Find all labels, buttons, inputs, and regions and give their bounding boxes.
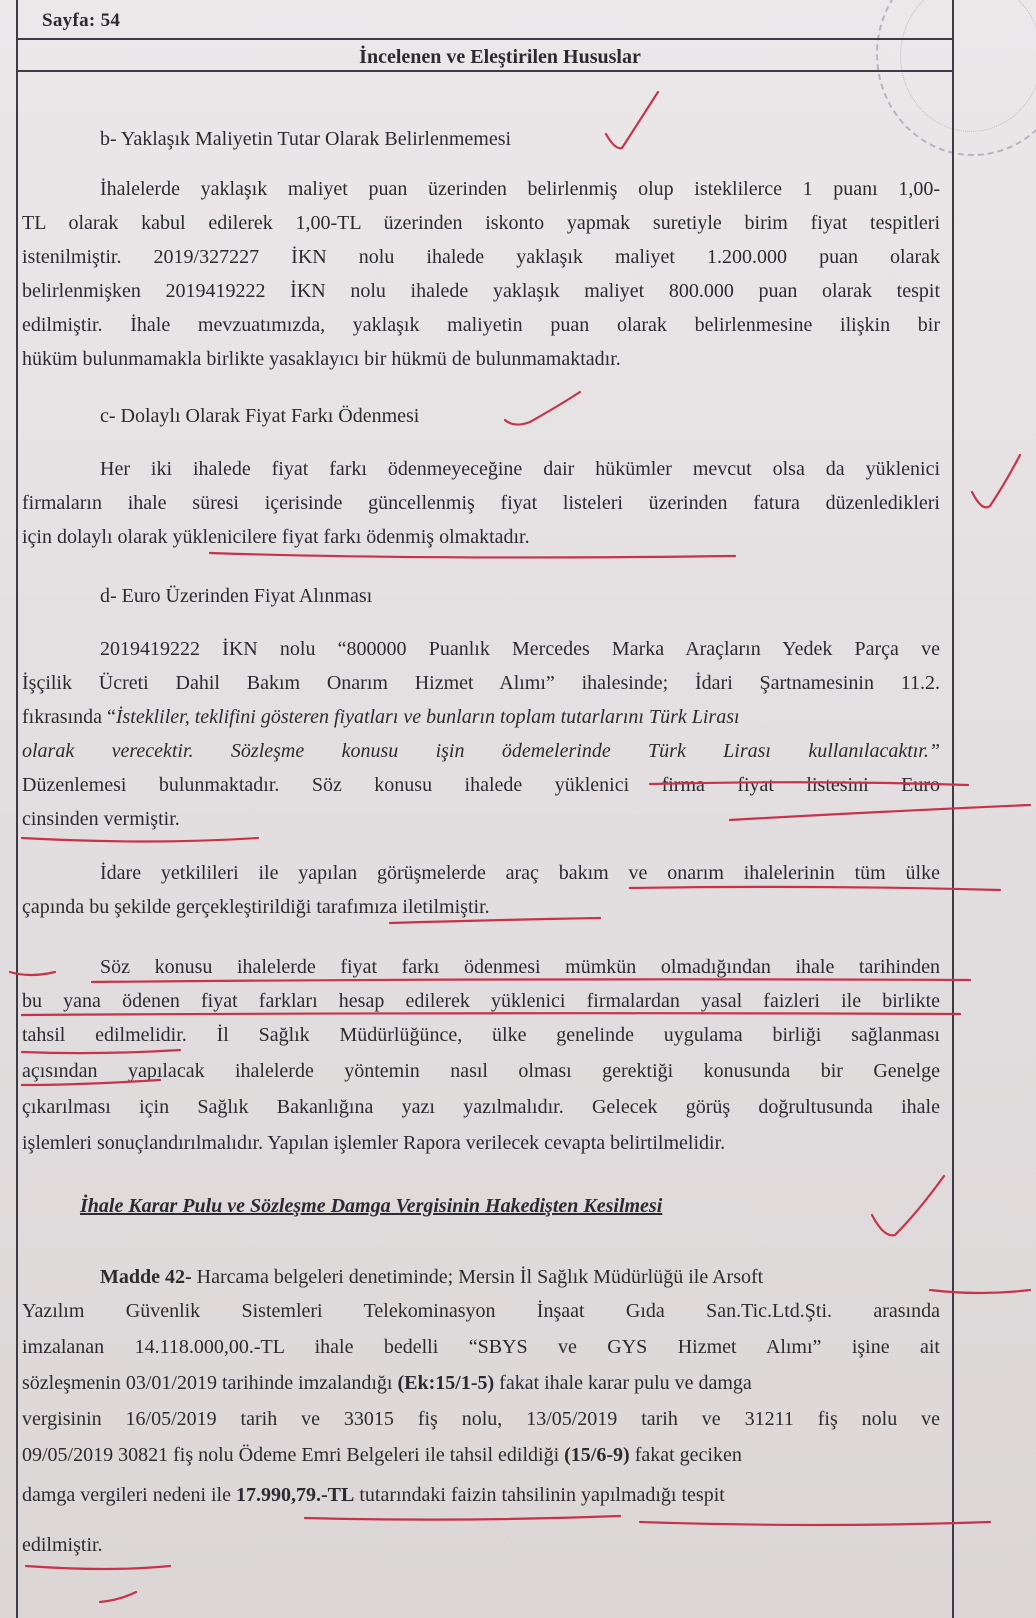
section-c-heading: c- Dolaylı Olarak Fiyat Farkı Ödenmesi — [100, 405, 420, 427]
section-d-quote-2: olarak verecektir. Sözleşme konusu işin ödemelerinde Türk Lirası kullanılacaktır.” — [22, 740, 940, 762]
section-ihale-line-6 — [22, 1444, 940, 1467]
section-d-line-1: 2019419222 İKN nolu “800000 Puanlık Mercedes Marka Araçların Yedek Parça ve — [100, 638, 940, 660]
section-d-line-3 — [22, 706, 940, 729]
section-ihale-heading: İhale Karar Pulu ve Sözleşme Damga Vergisinin Hakedişten Kesilmesi — [80, 1195, 663, 1217]
section-d-line-2: İşçilik Ücreti Dahil Bakım Onarım Hizmet Alımı” ihalesinde; İdari Şartnamesinin 11.2. — [22, 672, 940, 694]
header-rule-top — [16, 38, 952, 40]
section-ihale-line-1-text: Harcama belgeleri denetiminde; Mersin İl Sağlık Müdürlüğü ile Arsoft — [191, 1266, 764, 1288]
section-c-line-3: için dolaylı olarak yüklenicilere fiyat farkı ödenmiş olmaktadır. — [22, 526, 530, 548]
section-b-line-2: TL olarak kabul edilerek 1,00-TL üzerinden iskonto yapmak suretiyle birim fiyat tespitleri — [22, 212, 940, 234]
section-ihale-line-8: edilmiştir. — [22, 1534, 103, 1556]
section-ihale-line-2: Yazılım Güvenlik Sistemleri Telekominasyon İnşaat Gıda San.Tic.Ltd.Şti. arasında — [22, 1300, 940, 1322]
madde-label: Madde 42- — [100, 1266, 192, 1288]
section-b-line-5: edilmiştir. İhale mevzuatımızda, yaklaşık maliyetin puan olarak belirlenmesine ilişkin bir — [22, 314, 940, 336]
section-b-line-3: istenilmiştir. 2019/327227 İKN nolu ihalede yaklaşık maliyet 1.200.000 puan olarak — [22, 246, 940, 268]
checkmark-icon — [972, 455, 1020, 507]
section-b-line-6: hüküm bulunmamakla birlikte yasaklayıcı bir hükmü de bulunmamaktadır. — [22, 348, 621, 370]
para-idare-line-2: çapında bu şekilde gerçekleştirildiği tarafımıza iletilmiştir. — [22, 896, 490, 918]
section-ihale-line-6-b: fakat geciken — [629, 1444, 742, 1466]
section-d-quote-1: İstekliler, teklifini gösteren fiyatları ve bunların toplam tutarlarını Türk Lirası — [115, 706, 740, 728]
interest-amount: 17.990,79.-TL — [236, 1484, 355, 1506]
ek-reference-2: (15/6-9) — [564, 1444, 630, 1466]
section-ihale-line-7-a: damga vergileri nedeni ile — [22, 1484, 236, 1506]
section-ihale-line-7 — [22, 1484, 940, 1507]
section-d-line-3-lead: fıkrasında “ — [22, 706, 116, 728]
header-rule-bottom — [16, 70, 952, 72]
section-b-line-1: İhalelerde yaklaşık maliyet puan üzerinden belirlenmiş olup isteklilerce 1 puanı 1,00- — [100, 178, 940, 200]
para-idare-line-1: İdare yetkilileri ile yapılan görüşmelerde araç bakım ve onarım ihalelerinin tüm ülke — [100, 862, 940, 884]
section-ihale-line-1 — [100, 1266, 940, 1289]
para-soz-line-5: çıkarılması için Sağlık Bakanlığına yazı yazılmalıdır. Gelecek görüş doğrultusunda ihale — [22, 1096, 940, 1118]
section-ihale-line-4-b: fakat ihale karar pulu ve damga — [494, 1372, 752, 1394]
section-d-heading: d- Euro Üzerinden Fiyat Alınması — [100, 585, 373, 607]
para-soz-line-3: tahsil edilmelidir. İl Sağlık Müdürlüğünce, ülke genelinde uygulama birliği sağlanması — [22, 1024, 940, 1046]
section-c-line-1: Her iki ihalede fiyat farkı ödenmeyeceğine dair hükümler mevcut olsa da yüklenici — [100, 458, 940, 480]
section-ihale-line-6-a: 09/05/2019 30821 fiş nolu Ödeme Emri Belgeleri ile tahsil edildiği — [22, 1444, 565, 1466]
page-title: İncelenen ve Eleştirilen Hususlar — [359, 46, 641, 68]
section-b-heading: b- Yaklaşık Maliyetin Tutar Olarak Belirlenmemesi — [100, 128, 512, 150]
section-b-line-4: belirlenmişken 2019419222 İKN nolu ihalede yaklaşık maliyet 800.000 puan olarak tespit — [22, 280, 940, 302]
section-ihale-line-5: vergisinin 16/05/2019 tarih ve 33015 fiş nolu, 13/05/2019 tarih ve 31211 fiş nolu ve — [22, 1408, 940, 1430]
section-ihale-line-4 — [22, 1372, 940, 1395]
para-soz-line-4: açısından yapılacak ihalelerde yöntemin nasıl olması gerektiği konusunda bir Genelge — [22, 1060, 940, 1082]
para-soz-line-6: işlemleri sonuçlandırılmalıdır. Yapılan işlemler Rapora verilecek cevapta belirtilmelidir. — [22, 1132, 726, 1154]
section-c-line-2: firmaların ihale süresi içerisinde güncellenmiş fiyat listeleri üzerinden fatura düzenledikleri — [22, 492, 940, 514]
section-ihale-line-4-a: sözleşmenin 03/01/2019 tarihinde imzalandığı — [22, 1372, 398, 1394]
para-soz-line-2: bu yana ödenen fiyat farkları hesap edilerek yüklenici firmalardan yasal faizleri ile birlikte — [22, 990, 940, 1012]
section-d-line-5: Düzenlemesi bulunmaktadır. Söz konusu ihalede yüklenici firma fiyat listesini Euro — [22, 774, 940, 796]
section-d-line-6: cinsinden vermiştir. — [22, 808, 180, 830]
page-number: Sayfa: 54 — [42, 10, 121, 31]
section-ihale-line-7-b: tutarındaki faizin tahsilinin yapılmadığı tespit — [354, 1484, 725, 1506]
ek-reference-1: (Ek:15/1-5) — [397, 1372, 495, 1394]
section-ihale-line-3: imzalanan 14.118.000,00.-TL ihale bedelli “SBYS ve GYS Hizmet Alımı” işine ait — [22, 1336, 940, 1358]
para-soz-line-1: Söz konusu ihalelerde fiyat farkı ödenmesi mümkün olmadığından ihale tarihinden — [100, 956, 940, 978]
